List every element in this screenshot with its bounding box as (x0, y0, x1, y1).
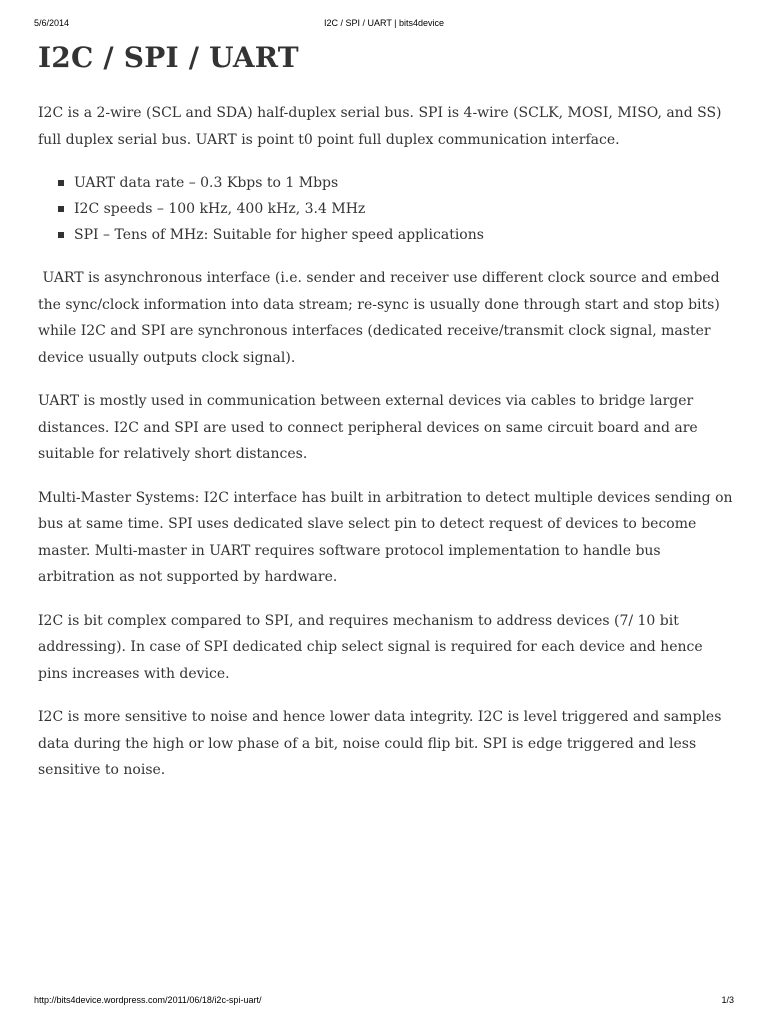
page-number: 1/3 (721, 995, 734, 1005)
list-item-text: I2C speeds – 100 kHz, 400 kHz, 3.4 MHz (74, 201, 366, 217)
addressing-paragraph: I2C is bit complex compared to SPI, and requires mechanism to address devices (7/ 10 bit addressing). In case of SPI dedicated chip select signal is required for each device and hence pins increases with device. (38, 612, 703, 682)
square-bullet-icon (58, 232, 64, 238)
square-bullet-icon (58, 180, 64, 186)
speed-list (38, 170, 736, 248)
print-footer (34, 995, 734, 1009)
print-header (34, 18, 734, 32)
intro-paragraph: I2C is a 2-wire (SCL and SDA) half-duplex serial bus. SPI is 4-wire (SCLK, MOSI, MISO, and SS) full duplex serial bus. UART is point t0 point full duplex communication interface. (38, 105, 722, 148)
multi-master-paragraph: Multi-Master Systems: I2C interface has built in arbitration to detect multiple devices sending on bus at same time. SPI uses dedicated slave select pin to detect request of devices to become master. Multi-master in UART requires software protocol implementation to handle bus arbitration as not supported by hardware. (38, 489, 733, 585)
square-bullet-icon (58, 206, 64, 212)
sync-async-paragraph: UART is asynchronous interface (i.e. sender and receiver use different clock source and embed the sync/clock information into data stream; re-sync is usually done through start and stop bits) while I2C and SPI are synchronous interfaces (dedicated receive/transmit clock signal, master device usually outputs clock signal). (38, 270, 725, 366)
list-item (74, 196, 736, 222)
list-item-text: SPI – Tens of MHz: Suitable for higher speed applications (74, 227, 484, 243)
list-item-text: UART data rate – 0.3 Kbps to 1 Mbps (74, 175, 339, 191)
noise-paragraph: I2C is more sensitive to noise and hence lower data integrity. I2C is level triggered and samples data during the high or low phase of a bit, noise could flip bit. SPI is edge triggered and less sensitive to noise. (38, 709, 722, 778)
print-page-title: I2C / SPI / UART | bits4device (323, 18, 445, 28)
distance-paragraph: UART is mostly used in communication between external devices via cables to bridge larger distances. I2C and SPI are used to connect peripheral devices on same circuit board and are suitable for relatively short distances. (38, 393, 698, 462)
article (38, 38, 736, 801)
page-url: http://bits4device.wordpress.com/2011/06/18/i2c-spi-uart/ (34, 995, 262, 1005)
list-item (74, 222, 736, 248)
post-title: I2C / SPI / UART (38, 41, 299, 74)
list-item (74, 170, 736, 196)
print-date: 5/6/2014 (34, 18, 70, 28)
